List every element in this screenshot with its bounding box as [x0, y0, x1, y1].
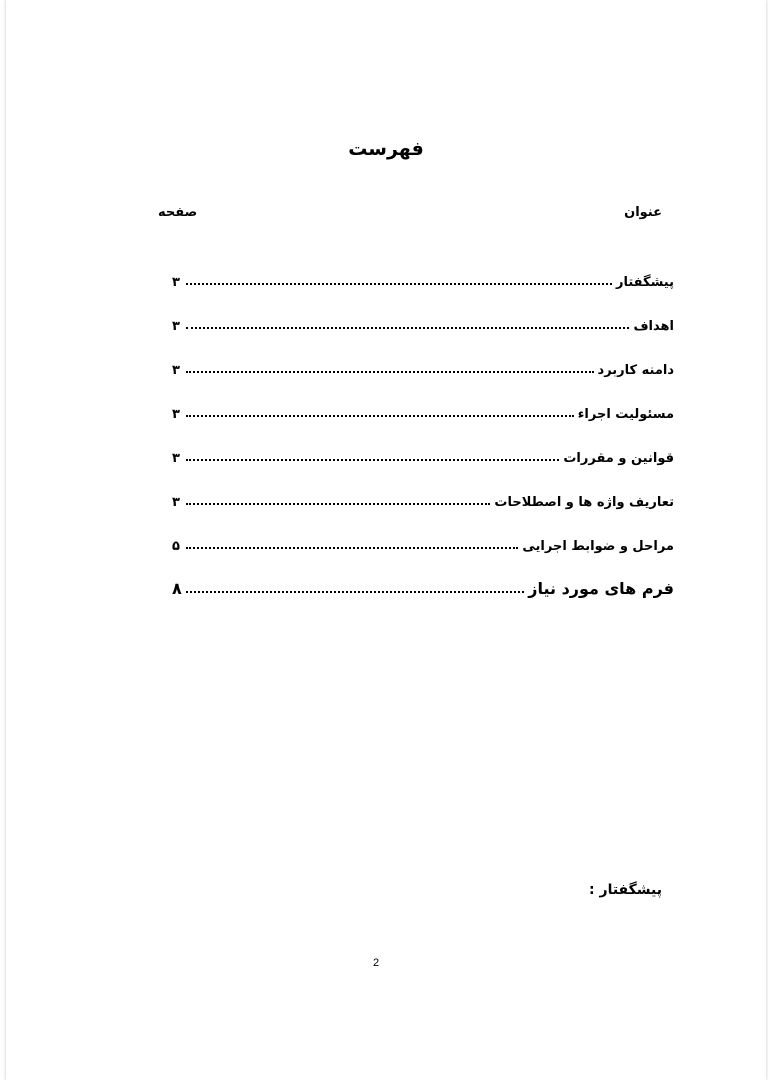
toc-dot-leader [186, 547, 518, 549]
toc-list [172, 246, 674, 598]
toc-entry-page: ۳ [172, 319, 180, 334]
toc-title: فهرست [348, 138, 424, 160]
toc-entry-label: اهداف [633, 319, 674, 334]
toc-entry-page: ۳ [172, 407, 180, 422]
toc-dot-leader [186, 283, 612, 285]
toc-entry-label: پیشگفتار [615, 275, 674, 290]
toc-entry-page: ۳ [172, 495, 180, 510]
toc-dot-leader [186, 459, 559, 461]
toc-entry-label: فرم های مورد نیاز [528, 579, 674, 598]
toc-dot-leader [186, 503, 490, 505]
toc-entry-page: ۳ [172, 451, 180, 466]
toc-entry-label: دامنه کاربرد [597, 363, 674, 378]
toc-entry-responsibility[interactable] [172, 378, 674, 422]
toc-dot-leader [186, 327, 629, 329]
toc-dot-leader [186, 371, 594, 373]
toc-entry-page: ۵ [172, 539, 180, 554]
toc-entry-scope[interactable] [172, 334, 674, 378]
toc-entry-page: ۳ [172, 363, 180, 378]
toc-entry-regulations[interactable] [172, 422, 674, 466]
toc-header-page: صفحه [158, 205, 198, 220]
toc-dot-leader [186, 415, 574, 417]
toc-entry-definitions[interactable] [172, 466, 674, 510]
toc-entry-goals[interactable] [172, 290, 674, 334]
toc-entry-label: مسئولیت اجراء [577, 407, 674, 422]
section-heading-preface: پیشگفتار : [589, 882, 662, 898]
toc-entry-label: تعاریف واژه ها و اصطلاحات [494, 495, 674, 510]
toc-entry-preface[interactable] [172, 246, 674, 290]
document-page [6, 0, 766, 1080]
toc-entry-label: مراحل و ضوابط اجرایی [522, 539, 674, 554]
toc-entry-page: ۳ [172, 275, 180, 290]
toc-entry-label: قوانین و مقررات [563, 451, 674, 466]
toc-entry-procedures[interactable] [172, 510, 674, 554]
page-number: 2 [372, 957, 380, 969]
toc-entry-page: ۸ [172, 579, 182, 598]
toc-header-title: عنوان [624, 205, 662, 220]
toc-entry-forms[interactable] [172, 554, 674, 598]
toc-dot-leader [186, 591, 524, 593]
